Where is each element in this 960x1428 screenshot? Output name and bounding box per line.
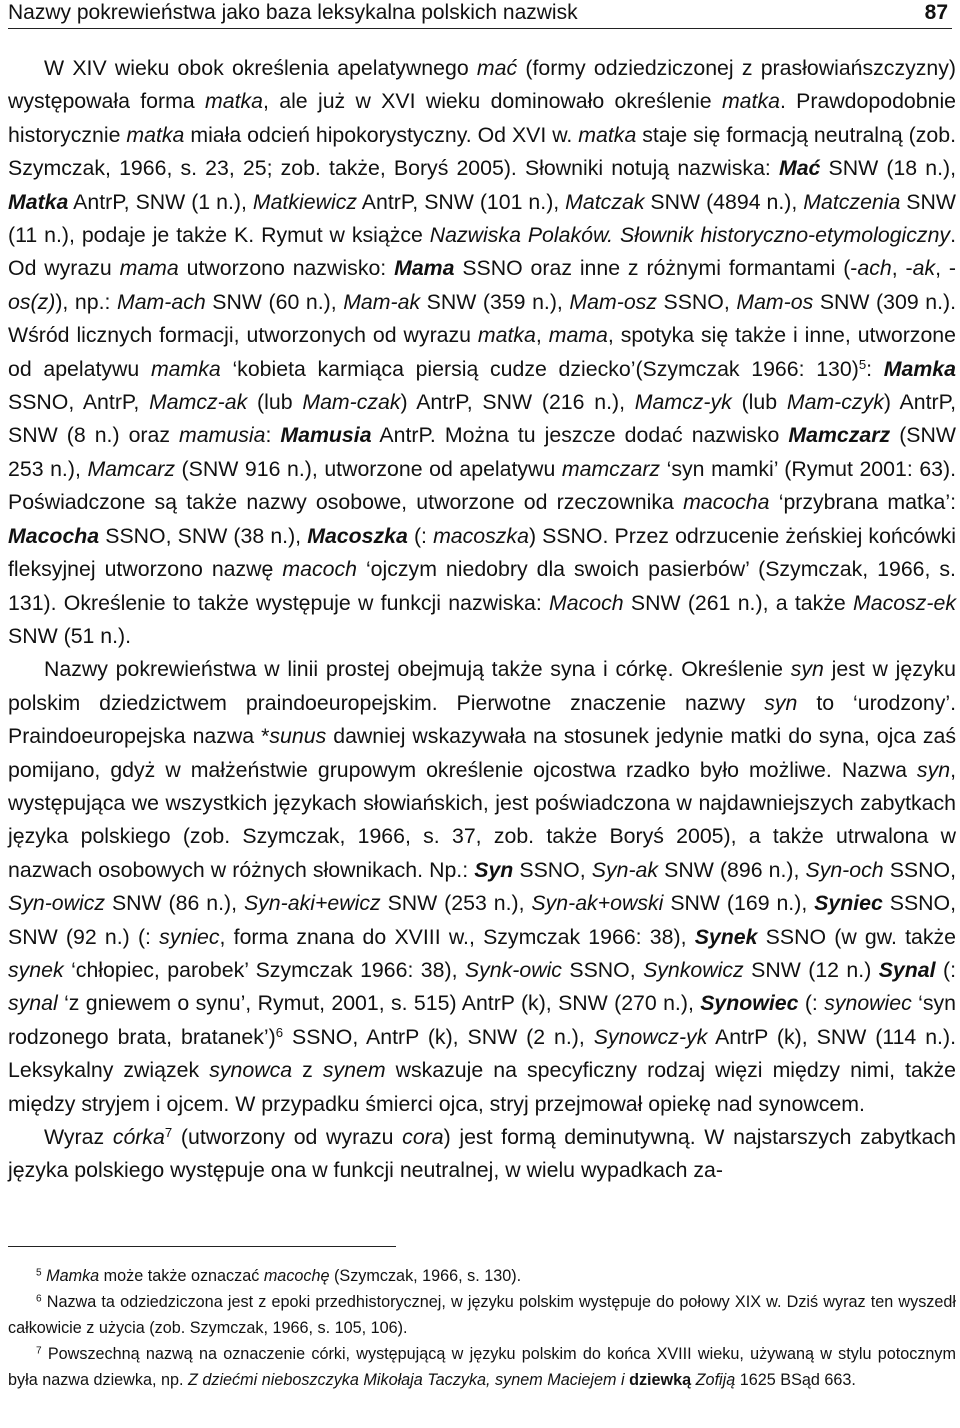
body-text [8,52,956,1188]
page-header [8,0,952,29]
footnotes [8,1263,956,1393]
page-number: 87 [924,1,948,24]
footnote-7: $^7$ Powszechną nazwą na oznaczenie córki, występującą w języku polskim do końca XVIII wieku, używaną w stylu potocznym była nazwa dziewka, np. Z dziećmi nieboszczyka Mikołaja Taczyka, synem Maciejem i dziewką Zofiją 1625 BSąd 663. [8,1345,956,1389]
footnote-separator [8,1246,396,1247]
paragraph-corka: Wyraz córka$^7$ (utworzony od wyrazu cora) jest formą deminutywną. W najstarszych zabytkach języka polskiego występuje ona w funkcji neutralnej, w wielu wypadkach za- [8,1124,956,1183]
running-title: Nazwy pokrewieństwa jako baza leksykalna polskich nazwisk [8,1,578,24]
paragraph-syn: Nazwy pokrewieństwa w linii prostej obejmują także syna i córkę. Określenie syn jest w języku polskim dziedzictwem praindoeuropejskim. Pierwotne znaczenie nazwy syn to ‘urodzony’. Praindoeuropejska nazwa *sunus dawniej wskazywała na stosunek jedynie matki do syna, ojca zaś pomijano, gdyż w małżeństwie grupowym określenie ojcostwa rzadko było możliwe. Nazwa syn, występująca we wszystkich językach słowiańskich, jest poświadczona w najdawniejszych zabytkach języka polskiego (zob. Szymczak, 1966, s. 37, zob. także Boryś 2005), a także utrwalona w nazwach osobowych w różnych słownikach. Np.: Syn SSNO, Syn-ak SNW (896 n.), Syn-och SSNO, Syn-owicz SNW (86 n.), Syn-aki+ewicz SNW (253 n.), Syn-ak+owski SNW (169 n.), Syniec SSNO, SNW (92 n.) (: syniec, forma znana do XVIII w., Szymczak 1966: 38), Synek SSNO (w gw. także synek ‘chłopiec, parobek’ Szymczak 1966: 38), Synk-owic SSNO, Synkowicz SNW (12 n.) Synal (: synal ‘z gniewem o synu’, Rymut, 2001, s. 515) AntrP (k), SNW (270 n.), Synowiec (: synowiec ‘syn rodzonego brata, bratanek’)$^6$ SSNO, AntrP (k), SNW (2 n.), Synowcz-yk AntrP (k), SNW (114 n.). Leksykalny związek synowca z synem wskazuje na specyficzny rodzaj więzi między nimi, także między stryjem i ojcem. W przypadku śmierci ojca, stryj przejmował opiekę nad synowcem. [8,657,957,1116]
footnote-6: $^6$ Nazwa ta odziedziczona jest z epoki przedhistorycznej, w języku polskim występuje do połowy XIX w. Dziś wyraz ten wyszedł całkowicie z użycia (zob. Szymczak, 1966, s. 105, 106). [8,1293,956,1337]
paragraph-mac-matka: W XIV wieku obok określenia apelatywnego mać (formy odziedziczonej z prasłowiańszczyzny) występowała forma matka, ale już w XVI wieku dominowało określenie matka. Prawdopodobnie historycznie matka miała odcień hipokorystyczny. Od XVI w. matka staje się formacją neutralną (zob. Szymczak, 1966, s. 23, 25; zob. także, Boryś 2005). Słowniki notują nazwiska: Mać SNW (18 n.), Matka AntrP, SNW (1 n.), Matkiewicz AntrP, SNW (101 n.), Matczak SNW (4894 n.), Matczenia SNW (11 n.), podaje je także K. Rymut w książce Nazwiska Polaków. Słownik historyczno-etymologiczny. Od wyrazu mama utworzono nazwisko: Mama SSNO oraz inne z różnymi formantami (-ach, -ak, -os(z)), np.: Mam-ach SNW (60 n.), Mam-ak SNW (359 n.), Mam-osz SSNO, Mam-os SNW (309 n.). Wśród licznych formacji, utworzonych od wyrazu matka, mama, spotyka się także i inne, utworzone od apelatywu mamka ‘kobieta karmiąca piersią cudze dziecko’(Szymczak 1966: 130)$^5$: Mamka SSNO, AntrP, Mamcz-ak (lub Mam-czak) AntrP, SNW (216 n.), Mamcz-yk (lub Mam-czyk) AntrP, SNW (8 n.) oraz mamusia: Mamusia AntrP. Można tu jeszcze dodać nazwisko Mamczarz (SNW 253 n.), Mamcarz (SNW 916 n.), utworzone od apelatywu mamczarz ‘syn mamki’ (Rymut 2001: 63). Poświadczone są także nazwy osobowe, utworzone od rzeczownika macocha ‘przybrana matka’: Macocha SSNO, SNW (38 n.), Macoszka (: macoszka) SSNO. Przez odrzucenie żeńskiej końcówki fleksyjnej utworzono nazwę macoch ‘ojczym niedobry dla swoich pasierbów’ (Szymczak, 1966, s. 131). Określenie to także występuje w funkcji nazwiska: Macoch SNW (261 n.), a także Macosz-ek SNW (51 n.). [8,56,957,648]
footnote-5: $^5$ Mamka może także oznaczać macochę (Szymczak, 1966, s. 130). [36,1267,522,1285]
